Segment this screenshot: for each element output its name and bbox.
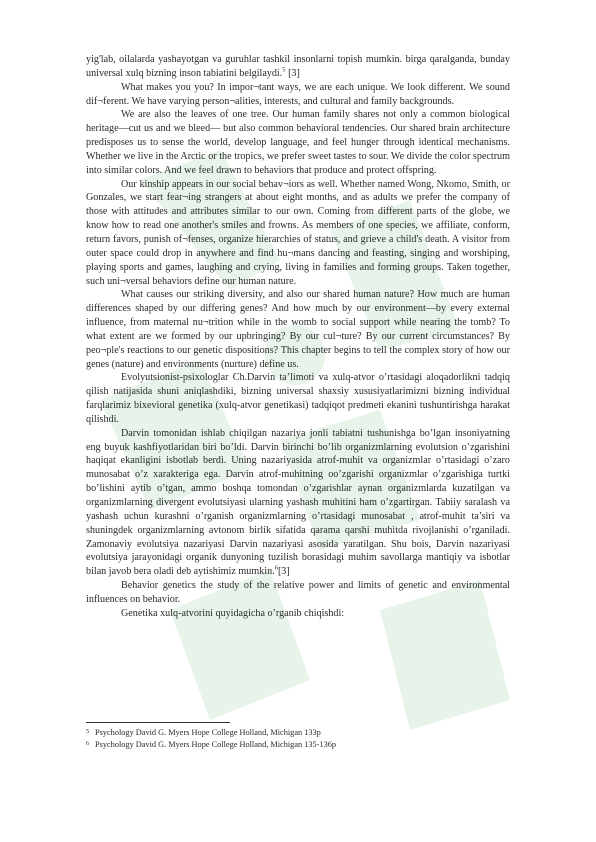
paragraph-5: What causes our striking diversity, and also our shared human nature? How much are human differences shaped by our differing genes? And how much by our environment—by every external influence, from maternal nu¬trition while in the womb to social support while nearing the tomb? To what extent are we formed by our upbringing? By our cul¬ture? By our current circumstances? By peo¬ple's reactions to our genetic dispositions? This chapter begins to tell the complex story of how our genes (nature) and environments (nurture) define us. [86, 289, 510, 370]
footnotes [86, 726, 510, 750]
footnote-6 [86, 738, 510, 750]
paragraph-1-text: yig'lab, oilalarda yashayotgan va guruhlar tashkil insonlarni topish mumkin. birga qaralganda, bunday universal xulq bizning inson tabiatini belgilaydi. [86, 54, 510, 79]
paragraph-1 [86, 53, 510, 81]
paragraph-4: Our kinship appears in our social behav¬iors as well. Whether named Wong, Nkomo, Smith, or Gonzales, we start fear¬ing strangers at about eight months, and as adults we prefer the company of those with attitudes and attributes similar to our own. Coming from different parts of the globe, we know how to read one another's smiles and frowns. As members of one species, we affiliate, conform, return favors, punish of¬fenses, organize hierarchies of status, and grieve a child's death. A visitor from outer space could drop in anywhere and find hu¬mans dancing and feasting, singing and worshiping, playing sports and games, laughing and crying, living in families and forming groups. Taken together, such uni¬versal behaviors define our human nature. [86, 178, 510, 287]
citation-ref: [3] [277, 566, 290, 578]
paragraph-7 [86, 427, 510, 579]
paragraph-8: Behavior genetics the study of the relative power and limits of genetic and environmental influences on behavior. [86, 580, 510, 605]
footnote-ref-6[interactable]: 6 [274, 564, 278, 572]
paragraph-3: We are also the leaves of one tree. Our human family shares not only a common biological heritage—cut us and we bleed— but also common behavioral tendencies. Our shared brain architecture predisposes us to sense the world, develop language, and feel hunger through identical mechanisms. Whether we live in the Arctic or the tropics, we prefer sweet tastes to sour. We divide the color spectrum into similar colors. And we feel drawn to behaviors that produce and protect offspring. [86, 109, 510, 176]
footnote-text: Psychology David G. Myers Hope College Holland, Michigan 135-136p [95, 740, 337, 749]
paragraph-7-text: Darvin tomonidan ishlab chiqilgan nazariya jonli tabiatni tushunishga bo’lgan insoniyatning eng buyuk kashfiyotlaridan biri bo’ldi. Darvin birinchi bo’lib organizmlarning evolutsion o’zgarishini haqiqat ekanligini isbotlab berdi. Uning nazariyasida atrof-muhit va organizmlar o’rtasidagi o’zaro munosabat o’z xarakteriga ega. Darvin atrof-muhitning oo’zgarishi organizmlar o’zgarishiga turtki bo’lishini aytib o’tgan, ammo boshqa tomondan o’zgarishlar aynan organizmlarda kuzatilgan va organizmlarning divergent evolutsiyasi ularning yashash muhitini ham o’zgartirgan. Tabiiy saralash va yashash uchun kurashni o’rganish organizmlarning o’rtasidagi munosabat , atrof-muhit ta’siri va shuningdek organizmlarning avtonom birlik sifatida qarama qarshi muhitda rivojlanishi o’rganiladi. Zamonaviy evolutsiya nazariyasi Darvin nazariyasi asosida yaratilgan. Shu bois, Darvin nazariyasi evolutsiya jarayonidagi organik dunyoning tuzilish borasidagi muhim savollarga mantiqiy va isbotlar bilan javob bera oladi deb aytishimiz mumkin. [86, 427, 510, 578]
footnote-text: Psychology David G. Myers Hope College Holland, Michigan 133p [95, 728, 321, 737]
paragraph-9: Genetika xulq-atvorini quyidagicha o’rganib chiqishdi: [121, 607, 345, 619]
paragraph-6: Evolyutsionist-psixologlar Ch.Darvin ta’limoti va xulq-atvor o’rtasidagi aloqadorlikni tadqiq qilish natijasida shuni aniqlashdiki, bizning universal shaxsiy xususiyatlarimizni bizning individual farqlarimiz bixevioral genetika (xulq-atvor genetikasi) tadqiqot predmeti ekanini tushuntirishga harakat qilishdi. [86, 372, 510, 425]
body-text [86, 53, 510, 621]
paragraph-2: What makes you you? In impor¬tant ways, we are each unique. We look different. We sound dif¬ferent. We have varying person¬alities, interests, and cultural and family backgrounds. [86, 81, 510, 107]
footnote-divider [86, 722, 230, 723]
footnote-5 [86, 726, 510, 738]
citation-ref: [3] [285, 67, 300, 79]
footnote-ref-5[interactable]: 5 [282, 66, 286, 74]
footnote-number: 5 [86, 728, 90, 735]
footnote-number: 6 [86, 740, 90, 747]
